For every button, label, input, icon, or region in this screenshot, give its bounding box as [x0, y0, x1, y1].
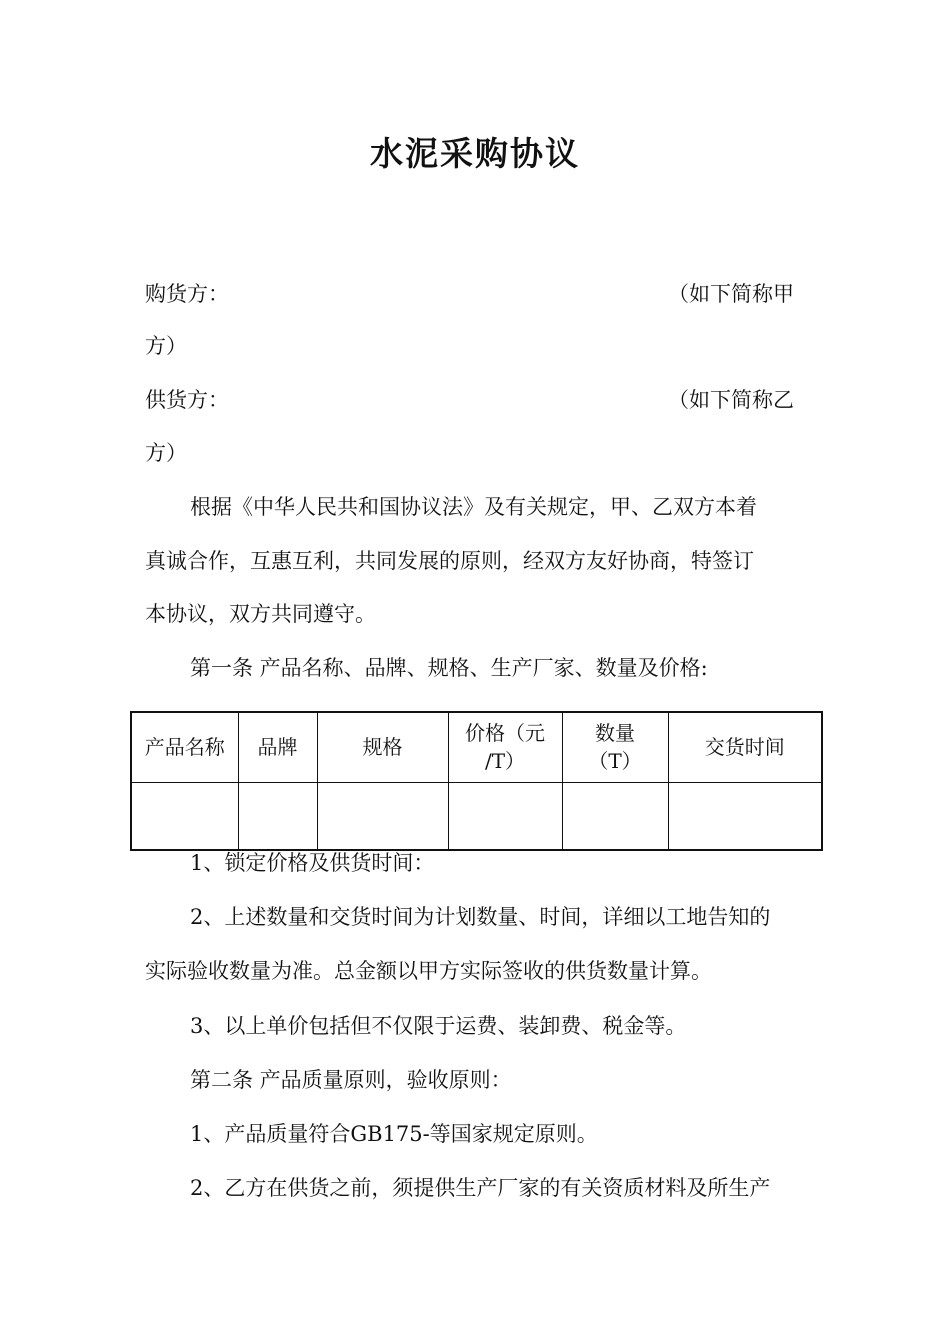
seller-note-wrap: 方） [145, 441, 187, 465]
table-cell[interactable] [238, 782, 317, 850]
header-brand: 品牌 [238, 712, 317, 782]
article2-item: 2、乙方在供货之前，须提供生产厂家的有关资质材料及所生产 [190, 1176, 771, 1200]
seller-label: 供货方： [145, 388, 229, 412]
table-row [131, 782, 822, 850]
article1-heading: 第一条 产品名称、品牌、规格、生产厂家、数量及价格: [190, 656, 708, 680]
table-cell[interactable] [668, 782, 822, 850]
article1-item: 2、上述数量和交货时间为计划数量、时间，详细以工地告知的 [190, 905, 771, 929]
table-cell[interactable] [448, 782, 562, 850]
article1-item: 1、锁定价格及供货时间： [190, 851, 435, 875]
product-table [130, 711, 823, 851]
table-cell[interactable] [131, 782, 238, 850]
article2-item: 1、产品质量符合GB175-等国家规定原则。 [190, 1122, 598, 1146]
buyer-label: 购货方： [145, 282, 229, 306]
table-cell[interactable] [562, 782, 668, 850]
header-price: 价格（元 /T） [448, 712, 562, 782]
article2-heading: 第二条 产品质量原则，验收原则： [190, 1068, 512, 1092]
header-product-name: 产品名称 [131, 712, 238, 782]
buyer-note: （如下简称甲 [668, 282, 794, 306]
header-delivery-time: 交货时间 [668, 712, 822, 782]
document-title: 水泥采购协议 [370, 134, 580, 173]
preamble-line: 真诚合作，互惠互利，共同发展的原则，经双方友好协商，特签订 [145, 549, 754, 573]
table-cell[interactable] [317, 782, 448, 850]
article1-item: 3、以上单价包括但不仅限于运费、装卸费、税金等。 [190, 1014, 687, 1038]
header-spec: 规格 [317, 712, 448, 782]
buyer-note-wrap: 方） [145, 334, 187, 358]
preamble-line: 本协议，双方共同遵守。 [145, 602, 376, 626]
table-header-row [131, 712, 822, 782]
seller-note: （如下简称乙 [668, 388, 794, 412]
article1-item: 实际验收数量为准。总金额以甲方实际签收的供货数量计算。 [145, 959, 712, 983]
header-quantity: 数量 （T） [562, 712, 668, 782]
preamble-line: 根据《中华人民共和国协议法》及有关规定，甲、乙双方本着 [190, 495, 757, 519]
